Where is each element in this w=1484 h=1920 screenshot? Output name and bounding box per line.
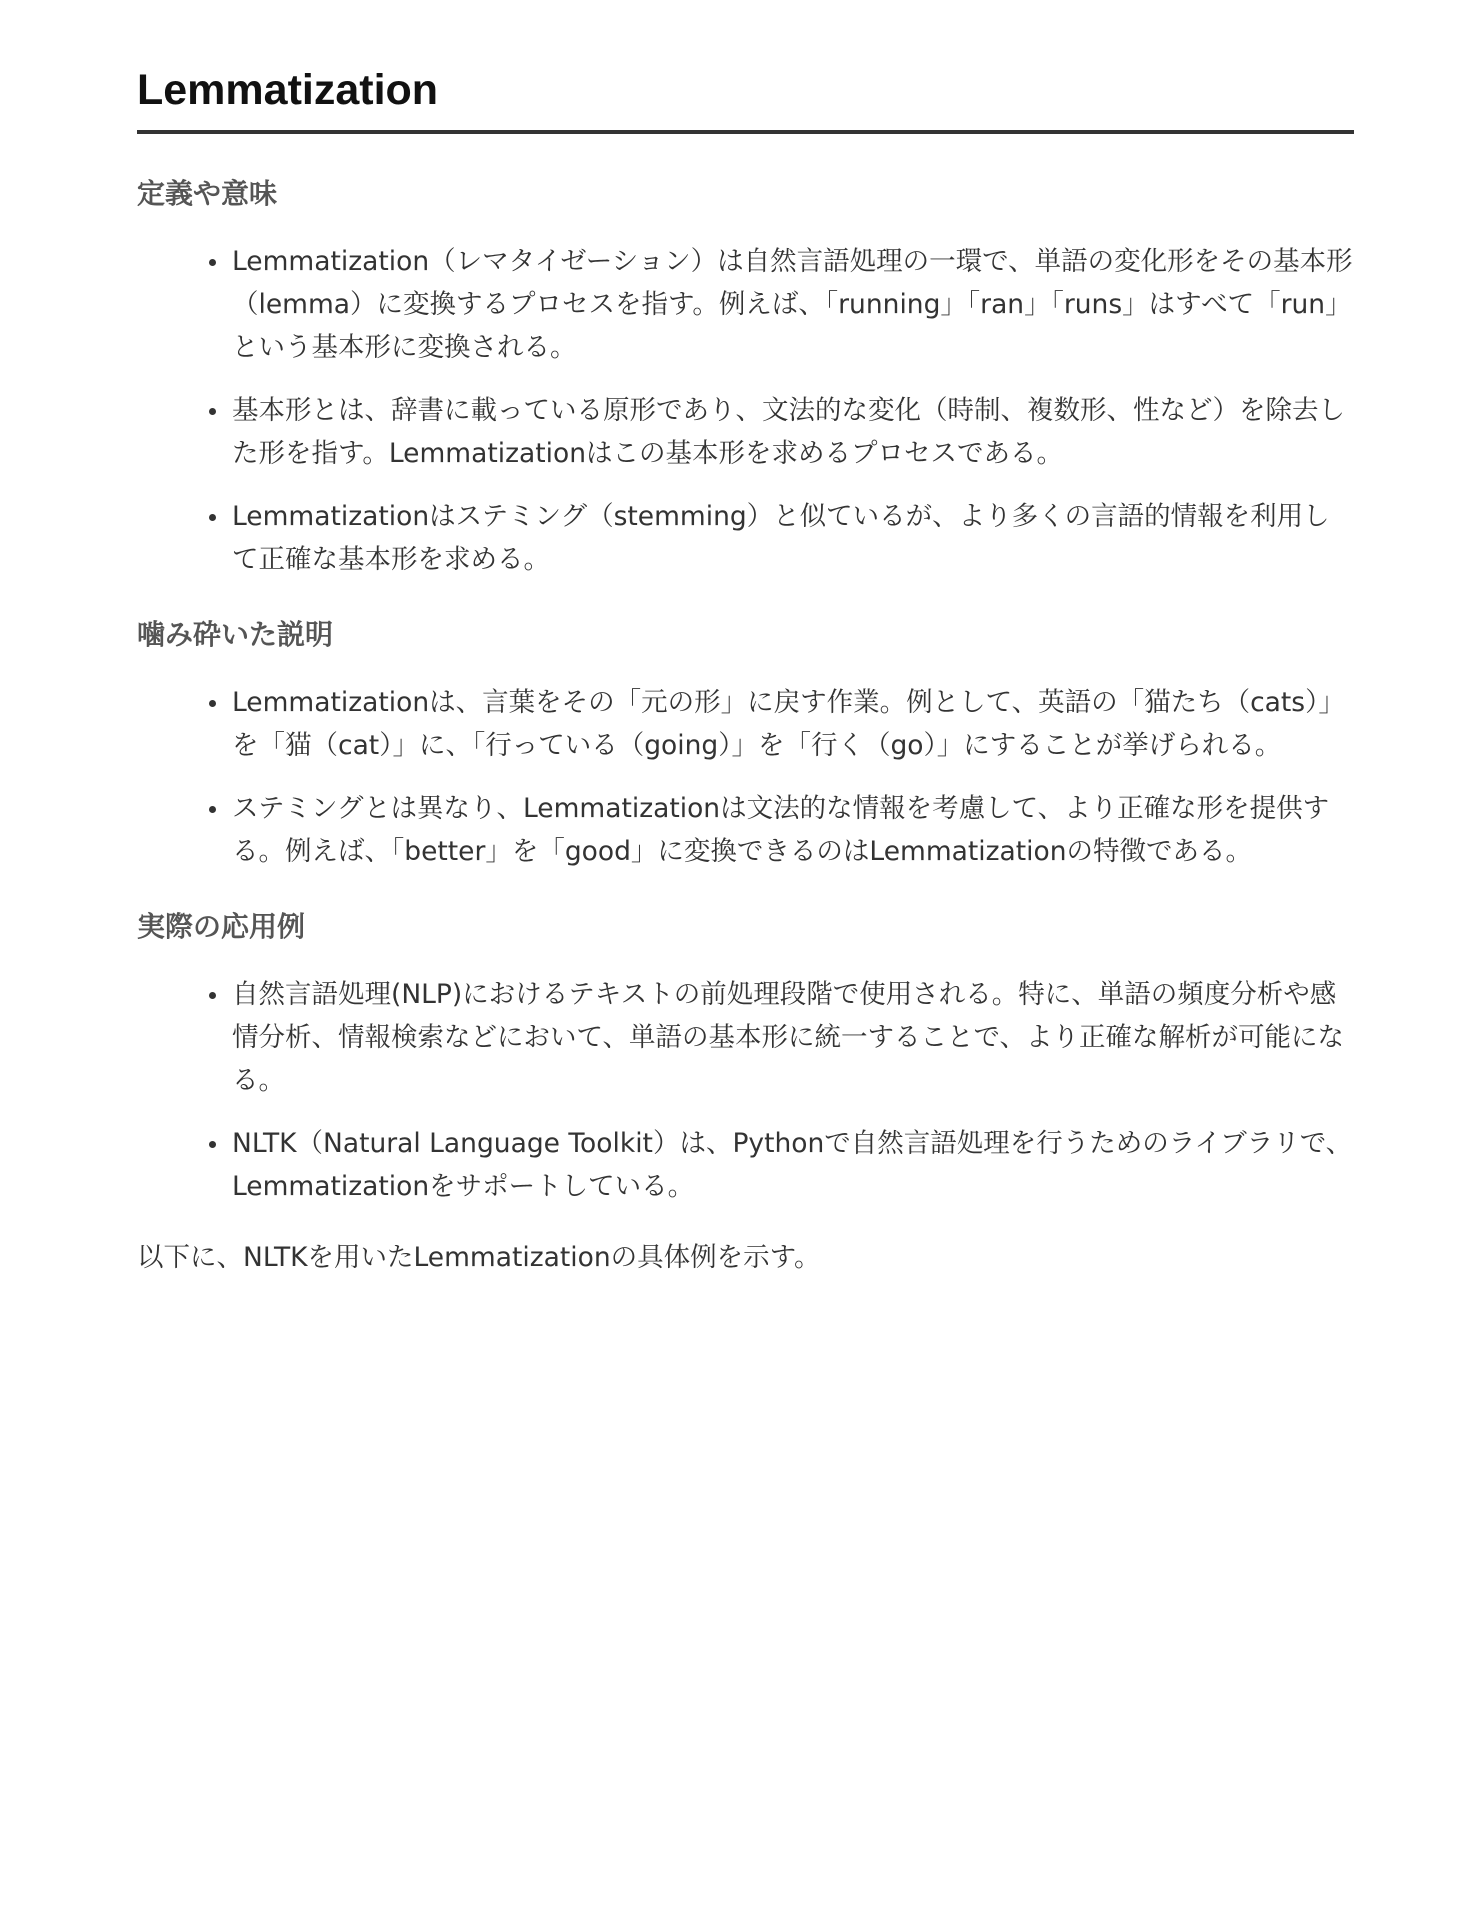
list-item: 自然言語処理(NLP)におけるテキストの前処理段階で使用される。特に、単語の頻度分析や感情分析、情報検索などにおいて、単語の基本形に統一することで、より正確な解析が可能になる。	[232, 973, 1354, 1102]
section-heading: 実際の応用例	[137, 910, 306, 943]
list-item: Lemmatization（レマタイゼーション）は自然言語処理の一環で、単語の変化形をその基本形（lemma）に変換するプロセスを指す。例えば、「running」「ran」「runs」はすべて「run」という基本形に変換される。	[232, 240, 1354, 369]
list-item: Lemmatizationはステミング（stemming）と似ているが、より多くの言語的情報を利用して正確な基本形を求める。	[232, 495, 1354, 581]
bullet-list	[137, 681, 1354, 873]
closing-paragraph: 以下に、NLTKを用いたLemmatizationの具体例を示す。	[137, 1242, 821, 1273]
bullet-list	[137, 973, 1354, 1208]
section-plain-explanation	[137, 615, 1354, 873]
document	[137, 62, 1354, 1279]
section-applications	[137, 907, 1354, 1208]
section-heading: 噛み砕いた説明	[137, 618, 334, 651]
list-item: NLTK（Natural Language Toolkit）は、Pythonで自然言語処理を行うためのライブラリで、Lemmatizationをサポートしている。	[232, 1122, 1354, 1208]
list-item: 基本形とは、辞書に載っている原形であり、文法的な変化（時制、複数形、性など）を除去した形を指す。Lemmatizationはこの基本形を求めるプロセスである。	[232, 389, 1354, 475]
section-definition	[137, 174, 1354, 581]
list-item: ステミングとは異なり、Lemmatizationは文法的な情報を考慮して、より正確な形を提供する。例えば、「better」を「good」に変換できるのはLemmatizationの特徴である。	[232, 787, 1354, 873]
list-item: Lemmatizationは、言葉をその「元の形」に戻す作業。例として、英語の「猫たち（cats）」を「猫（cat）」に、「行っている（going）」を「行く（go）」にすることが挙げられる。	[232, 681, 1354, 767]
page-title: Lemmatization	[137, 62, 1354, 134]
bullet-list	[137, 240, 1354, 581]
section-heading: 定義や意味	[137, 177, 278, 210]
